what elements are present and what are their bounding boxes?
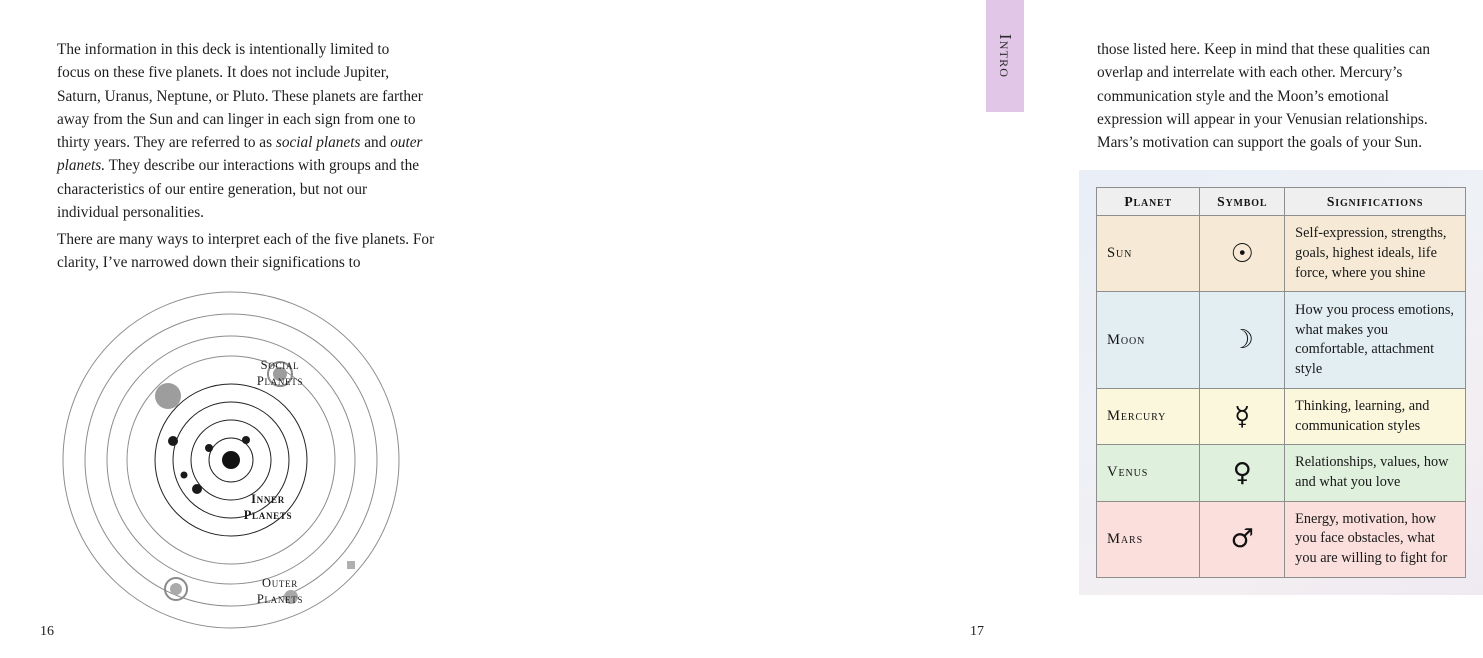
outer-planet-marker-1: [170, 583, 182, 595]
left-page: [0, 0, 512, 658]
planet-name: Venus: [1097, 445, 1200, 501]
section-tab-intro[interactable]: [986, 0, 1024, 112]
left-paragraph-1-text-c: They describe our interactions with groups and the characteristics of our entire generation, but not our individual personalities.: [57, 157, 420, 221]
diagram-label-social-line1: Social: [260, 358, 300, 372]
page-number-right: 17: [970, 624, 984, 639]
left-paragraph-1-text-a: The information in this deck is intentionally limited to focus on these five planets. It does not include Jupiter, Saturn, Uranus, Neptune, or Pluto. These planets are farther away from the Sun and can linger in each sign from one to thirty years. They are referred to as: [57, 41, 423, 151]
left-paragraph-1-italic-2: outer planets.: [57, 134, 423, 175]
table-row: [1097, 389, 1466, 445]
right-page: [512, 0, 1455, 658]
diagram-label-social-line2: Planets: [256, 373, 304, 388]
table-row: [1097, 501, 1466, 578]
outer-planet-marker-3: [347, 561, 355, 569]
diagram-label-outer-line1: Outer: [261, 576, 299, 590]
planet-signification: Self-expression, strengths, goals, highest ideals, life force, where you shine: [1285, 216, 1466, 292]
significations-table-frame: [1079, 170, 1483, 595]
diagram-label-social: [220, 358, 340, 389]
inner-planet-marker-3: [168, 436, 178, 446]
table-header-row: [1097, 188, 1466, 216]
inner-planet-marker-4: [192, 484, 202, 494]
inner-planet-marker-5: [181, 472, 188, 479]
mars-symbol-icon: ♂: [1200, 501, 1285, 578]
right-paragraph-1: [1097, 38, 1457, 154]
left-paragraph-2: [57, 228, 445, 275]
planet-name: Mars: [1097, 501, 1200, 578]
planet-signification: How you process emotions, what makes you comfortable, attachment style: [1285, 292, 1466, 389]
planet-name: Sun: [1097, 216, 1200, 292]
diagram-label-inner-line1: Inner: [251, 492, 285, 506]
mercury-symbol-icon: ☿: [1200, 389, 1285, 445]
left-paragraph-1-italic-1: social planets: [275, 134, 361, 151]
planet-signification: Energy, motivation, how you face obstacles, what you are willing to fight for: [1285, 501, 1466, 578]
inner-planet-marker-1: [205, 444, 213, 452]
diagram-label-inner-line2: Planets: [243, 507, 293, 522]
solar-system-diagram: [58, 288, 454, 633]
significations-table: [1096, 187, 1466, 578]
planet-name: Mercury: [1097, 389, 1200, 445]
table-row: [1097, 292, 1466, 389]
table-row: [1097, 216, 1466, 292]
social-planet-marker-1: [155, 383, 181, 409]
table-header-symbol: Symbol: [1200, 188, 1285, 216]
planet-signification: Relationships, values, how and what you love: [1285, 445, 1466, 501]
table-header-planet: Planet: [1097, 188, 1200, 216]
diagram-label-outer: [220, 576, 340, 607]
moon-symbol-icon: ☽: [1200, 292, 1285, 389]
sun-symbol-icon: ☉: [1200, 216, 1285, 292]
planet-signification: Thinking, learning, and communication styles: [1285, 389, 1466, 445]
page-number-left: 16: [40, 624, 54, 639]
venus-symbol-icon: ♀: [1200, 445, 1285, 501]
section-tab-label: Intro: [996, 33, 1016, 79]
sun-marker: [222, 451, 240, 469]
left-paragraph-1-text-b: and: [360, 134, 391, 151]
table-row: [1097, 445, 1466, 501]
left-paragraph-2-text: There are many ways to interpret each of the five planets. For clarity, I’ve narrowed down their significations to: [57, 231, 435, 272]
planet-name: Moon: [1097, 292, 1200, 389]
diagram-label-outer-line2: Planets: [256, 591, 304, 606]
inner-planet-marker-2: [242, 436, 250, 444]
right-paragraph-1-text: those listed here. Keep in mind that these qualities can overlap and interrelate with each other. Mercury’s communication style and the Moon’s emotional expression will appear in your Venusian relationships. Mars’s motivation can support the goals of your Sun.: [1097, 41, 1431, 151]
left-paragraph-1: [57, 38, 425, 224]
diagram-label-inner: [208, 492, 328, 523]
table-header-significations: Significations: [1285, 188, 1466, 216]
